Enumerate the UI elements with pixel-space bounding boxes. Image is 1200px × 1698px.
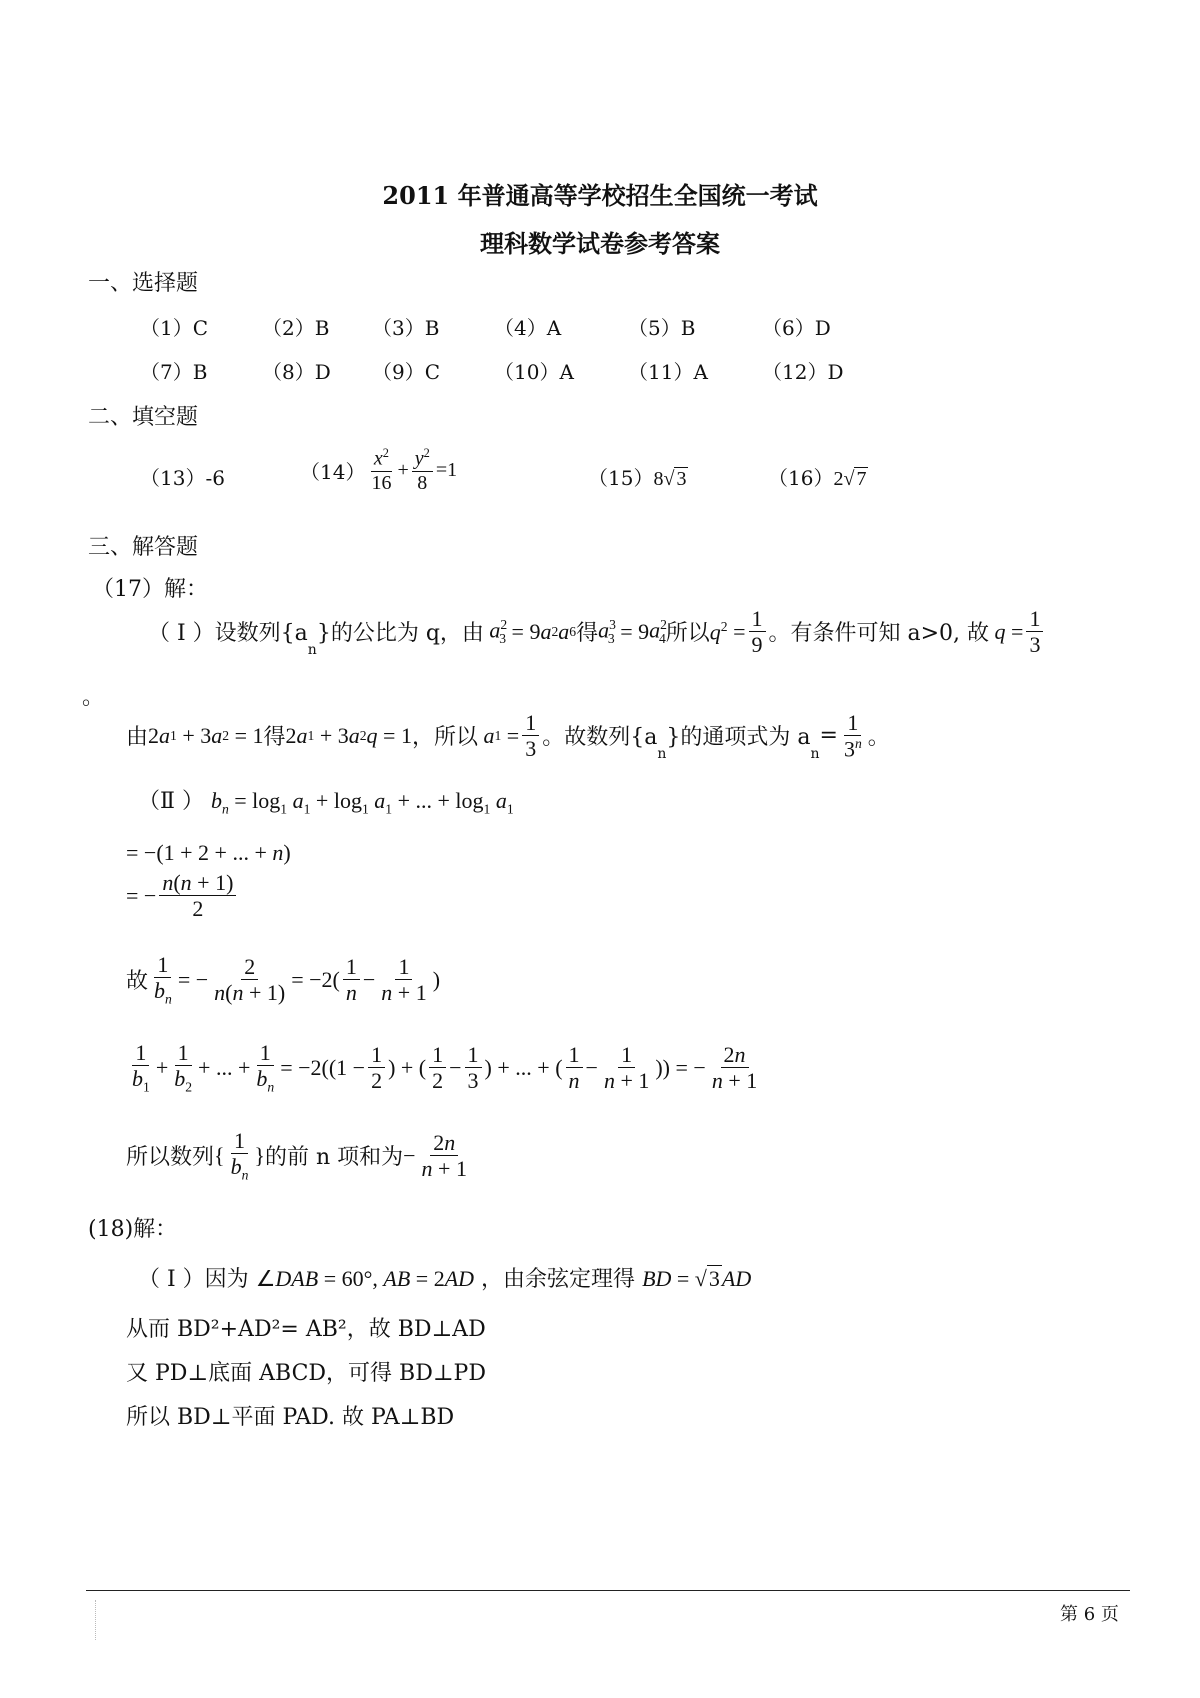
text: 。 bbox=[867, 725, 890, 751]
q18-label: (18)解： bbox=[88, 1217, 178, 1242]
q17-part1-line2: 由 2 a 1 + 3 a 2 = 1 得 2 a 1 + 3 a 2 q = 1 ，所以 a 1 = $\frac{1}{3}$ 。故数列{a n }的通项式为 a n = $\frac{1}{3^n}$ 。 bbox=[126, 710, 890, 762]
choice-answer: （2）B bbox=[262, 316, 330, 340]
section-fill-heading: 二、填空题 bbox=[88, 405, 199, 430]
text: 所以 bbox=[665, 621, 710, 647]
text: 故 bbox=[126, 969, 149, 995]
choice-answer: （10）A bbox=[494, 360, 574, 384]
text: 所以数列 bbox=[126, 1145, 215, 1171]
choice-answer: （12）D bbox=[762, 360, 844, 384]
text: 的前 n 项和为 bbox=[264, 1145, 404, 1171]
choice-answer: （5）B bbox=[628, 316, 696, 340]
text: （ Ⅰ ）因为 bbox=[138, 1267, 249, 1292]
text: ，由余弦定理得 bbox=[481, 1267, 636, 1292]
fill-label-14: （14） bbox=[300, 459, 366, 484]
q17-eq5: $\frac{1}{b_1}$ + $\frac{1}{b_2}$ + ... + $\frac{1}{b_n}$ = −2((1 − $\frac{1}{2}$ ) + ( $\frac{1}{2}$ − $\frac{1}{3}$ ) + ... + ( $\frac{1}{n}$ − $\frac{1}{n + 1}$ )) = − $\frac{2n}{n + 1}$ bbox=[132, 1040, 758, 1095]
fill-answer-15: （15）8√ 3 bbox=[588, 466, 687, 490]
q17-part1-line: （ Ⅰ ）设数列{a n }的公比为 q，由 $a^2_3$ = 9 a 2 a 6 得 $a^3_3$ = 9 $a^2_4$ 所以 $q^2$ = $\frac{1}{9}$ 。有条件可知 a>0, 故 q = $\frac{1}{3}$ bbox=[148, 606, 1046, 658]
q17-eq4: 故 $\frac{1}{b_n}$ = − $\frac{2}{n(n + 1)}$ = −2( $\frac{1}{n}$ − $\frac{1}{n + 1}$ ) bbox=[126, 952, 441, 1007]
choice-answer: （8）D bbox=[262, 360, 331, 384]
choice-answer: （4）A bbox=[494, 316, 562, 340]
text: 。有条件可知 a>0, 故 bbox=[768, 621, 990, 647]
fill-label-15: （15） bbox=[588, 466, 654, 490]
text: （ Ⅰ ）设数列{a bbox=[148, 621, 308, 647]
section-solution-heading: 三、解答题 bbox=[88, 535, 199, 560]
footer-divider bbox=[86, 1590, 1130, 1591]
fill-label-16: （16） bbox=[768, 466, 834, 490]
q17-period: 。 bbox=[82, 685, 105, 710]
q18-line1: （ Ⅰ ）因为 ∠DAB = 60°, AB = 2AD ，由余弦定理得 BD = √3AD bbox=[138, 1266, 752, 1292]
q17-label: （17）解： bbox=[92, 577, 208, 602]
choice-answer: （9）C bbox=[372, 360, 441, 384]
choice-answer: （6）D bbox=[762, 316, 831, 340]
fill-value-15: 8 bbox=[653, 468, 664, 490]
fill-value-16: 2 bbox=[833, 468, 844, 490]
text: ，所以 bbox=[411, 725, 478, 751]
text: 得 bbox=[263, 725, 286, 751]
text: 得 bbox=[576, 621, 599, 647]
q18-line4: 所以 BD⊥平面 PAD. 故 PA⊥BD bbox=[126, 1405, 455, 1430]
choice-answer: （7）B bbox=[140, 360, 208, 384]
q17-eq2: = −(1 + 2 + ... + n) bbox=[126, 840, 291, 865]
text: = bbox=[819, 723, 838, 749]
margin-dots bbox=[95, 1600, 98, 1640]
section-choice-heading: 一、选择题 bbox=[88, 271, 199, 296]
q17-conclusion: 所以数列 { $\frac{1}{b_n}$ } 的前 n 项和为 − $\frac{2n}{n + 1}$ bbox=[126, 1128, 467, 1183]
text: （Ⅱ ） bbox=[138, 789, 204, 814]
text: 。故数列{a bbox=[542, 725, 658, 751]
text: 由 bbox=[126, 725, 149, 751]
choice-answer: （1）C bbox=[140, 316, 209, 340]
fill-answer-16: （16）2√ 7 bbox=[768, 466, 867, 490]
text: }的公比为 q，由 bbox=[316, 621, 484, 647]
fill-answer-14: （14） $\frac{x^2}{16}$ + $\frac{y^2}{8}$ =1 bbox=[300, 446, 458, 494]
q18-line2: 从而 BD²+AD²= AB²，故 BD⊥AD bbox=[126, 1317, 486, 1342]
page-number: 第 6 页 bbox=[1060, 1604, 1119, 1625]
page-subtitle: 理科数学试卷参考答案 bbox=[480, 229, 720, 258]
fill-answer-13: （13）-6 bbox=[140, 466, 225, 490]
choice-answer: （11）A bbox=[628, 360, 708, 384]
q17-part2-line: （Ⅱ ） $b_n = \log_1 a_1 + \log_1 a_1$ + ... + $\log_1 a_1$ bbox=[138, 788, 514, 817]
choice-answer: （3）B bbox=[372, 316, 440, 340]
q17-eq3: = − $\frac{n(n + 1)}{2}$ bbox=[126, 870, 239, 922]
q18-line3: 又 PD⊥底面 ABCD，可得 BD⊥PD bbox=[126, 1361, 486, 1386]
text: }的通项式为 a bbox=[666, 725, 811, 751]
page-title: 2011 年普通高等学校招生全国统一考试 bbox=[382, 181, 818, 210]
